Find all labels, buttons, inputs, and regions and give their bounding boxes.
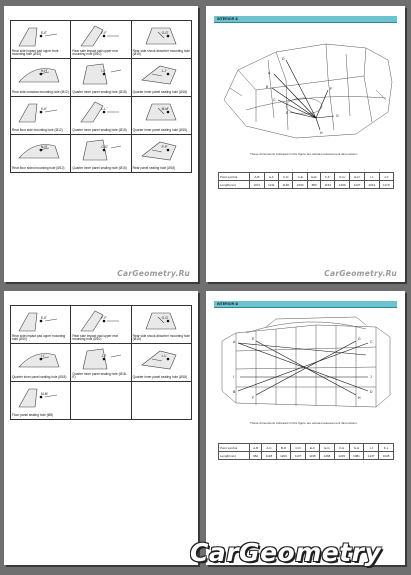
hole-sketch bbox=[136, 309, 188, 333]
hole-sketch bbox=[15, 24, 67, 48]
hole-cell bbox=[132, 306, 192, 344]
hole-cell bbox=[11, 306, 71, 344]
svg-text:I: I bbox=[233, 375, 234, 379]
page-1 bbox=[4, 6, 198, 282]
hole-tag: I-I' bbox=[41, 354, 45, 358]
hole-caption: Rear side shock absorber mounting hole (Ø15) bbox=[132, 333, 190, 342]
measurement-note-1: These dimensions indicated in this figure are actual-measurement dimensions. bbox=[250, 152, 358, 156]
interior-2-diagram bbox=[216, 311, 396, 413]
hole-cell bbox=[71, 59, 131, 97]
length-cell: 1094 bbox=[293, 181, 308, 189]
hole-caption: Rear floor side mounting hole (Ø12) bbox=[12, 128, 63, 133]
hole-tag: F-F' bbox=[101, 31, 107, 35]
length-cell: 1137 bbox=[291, 452, 305, 460]
hole-cell bbox=[132, 135, 192, 173]
hole-caption: Quarter inner panel sealing hole (Ø18) bbox=[12, 375, 67, 380]
hole-sketch bbox=[136, 24, 188, 48]
svg-text:B: B bbox=[233, 390, 236, 394]
svg-text:J: J bbox=[370, 375, 372, 379]
svg-text:C: C bbox=[273, 98, 276, 102]
hole-sketch bbox=[75, 138, 127, 162]
hole-tag: J-J' bbox=[161, 69, 167, 73]
hole-cell bbox=[11, 59, 71, 97]
watermark-2: CarGeometry.Ru bbox=[324, 269, 397, 278]
section-header-interior-2: INTERIOR ② bbox=[214, 301, 397, 308]
hole-cell bbox=[132, 21, 192, 59]
svg-text:D: D bbox=[370, 390, 373, 394]
hole-sketch bbox=[15, 385, 67, 409]
svg-text:E: E bbox=[286, 111, 289, 115]
hole-cell bbox=[132, 382, 192, 420]
hole-cell bbox=[71, 382, 131, 420]
watermark-big: CarGeometry bbox=[190, 538, 382, 567]
svg-text:A: A bbox=[268, 71, 271, 75]
hole-caption: Rear floor sided mounting hole (Ø12) bbox=[12, 166, 65, 171]
row-label: Length(mm) bbox=[219, 181, 250, 189]
svg-text:A: A bbox=[233, 340, 236, 344]
hole-sketch bbox=[15, 347, 67, 371]
point-symbol-cell: H-H' bbox=[350, 173, 365, 181]
point-symbol-cell: C-D bbox=[279, 173, 293, 181]
page-3 bbox=[4, 291, 198, 565]
point-symbol-cell: F-F' bbox=[321, 173, 335, 181]
hole-caption: Quarter inner panel sealing hole (Ø18) bbox=[72, 90, 127, 95]
length-cell: 1148 bbox=[262, 452, 276, 460]
hole-sketch bbox=[75, 24, 127, 48]
hole-caption: Rear side impact pad upper mounting hole (Ø10) bbox=[12, 333, 66, 342]
svg-text:F: F bbox=[330, 87, 333, 91]
hole-sketch bbox=[15, 62, 67, 86]
length-cell: 1170 bbox=[379, 181, 393, 189]
svg-text:G: G bbox=[358, 337, 361, 341]
hole-cell bbox=[132, 344, 192, 382]
length-cell: 1071 bbox=[250, 181, 265, 189]
point-symbol-cell: G-G' bbox=[335, 173, 350, 181]
point-symbol-cell: E-G bbox=[320, 444, 335, 452]
hole-cell bbox=[71, 21, 131, 59]
hole-tag: G-G' bbox=[161, 316, 169, 320]
hole-cell bbox=[11, 344, 71, 382]
hole-tag: M-M' bbox=[161, 107, 169, 111]
length-cell: 1268 bbox=[320, 452, 335, 460]
point-symbol-cell: F-H bbox=[334, 444, 349, 452]
point-symbol-cell: K-L bbox=[379, 444, 394, 452]
point-symbol-cell: I-J bbox=[364, 444, 379, 452]
length-cell: 1045 bbox=[379, 452, 394, 460]
point-symbol-cell: I-I' bbox=[364, 173, 379, 181]
interior-1-diagram bbox=[216, 30, 396, 145]
hole-tag: E-E' bbox=[41, 31, 47, 35]
length-cell: 1237 bbox=[350, 181, 365, 189]
point-symbol-cell: E-F bbox=[305, 444, 319, 452]
length-cell: 1237 bbox=[364, 452, 379, 460]
hole-sketch bbox=[75, 62, 127, 86]
point-symbol-cell: B-D bbox=[276, 444, 291, 452]
hole-caption: Quarter inner panel sealing hole (Ø15) bbox=[132, 128, 188, 133]
hole-sketch bbox=[136, 100, 188, 124]
hole-caption: Quarter inner panel sealing hole (Ø18) bbox=[132, 90, 188, 95]
length-cell: 1211 bbox=[264, 181, 278, 189]
hole-tag: H-H' bbox=[41, 69, 48, 73]
hole-tag: I-I' bbox=[101, 69, 105, 73]
hole-tag: J-J' bbox=[101, 354, 107, 358]
hole-tag: G-G' bbox=[161, 31, 169, 35]
section-header-interior-1: INTERIOR ① bbox=[214, 16, 397, 23]
hole-cell bbox=[71, 344, 131, 382]
length-cell: 1013 bbox=[364, 181, 379, 189]
hole-caption: Floor panel sealing hole (Ø8) bbox=[12, 413, 54, 418]
length-cell: 1154 bbox=[321, 181, 335, 189]
hole-cell bbox=[132, 59, 192, 97]
hole-sketch bbox=[15, 309, 67, 333]
hole-sketch bbox=[136, 138, 188, 162]
hole-tag: E-E' bbox=[41, 316, 47, 320]
hole-tag: O-O' bbox=[101, 145, 108, 149]
point-symbol-cell: C-D bbox=[291, 444, 305, 452]
length-cell: 1081 bbox=[349, 452, 364, 460]
row-label: Point symbol bbox=[219, 173, 250, 181]
page-2 bbox=[206, 6, 405, 282]
point-symbol-cell: G-H bbox=[349, 444, 364, 452]
hole-caption: Rear side impact pad upper front mounting hole (Ø10) bbox=[12, 48, 59, 57]
hole-grid-2 bbox=[10, 305, 192, 420]
hole-caption: Quarter inner panel sealing hole (Ø18-K) bbox=[72, 371, 127, 380]
hole-grid-1 bbox=[10, 20, 192, 173]
point-symbol-cell: A-F bbox=[264, 173, 278, 181]
hole-sketch bbox=[75, 347, 127, 371]
svg-text:E: E bbox=[252, 337, 255, 341]
hole-sketch bbox=[15, 100, 67, 124]
length-cell: 962 bbox=[250, 452, 262, 460]
hole-sketch bbox=[75, 309, 127, 333]
hole-tag: F-F' bbox=[101, 316, 107, 320]
page-4 bbox=[206, 291, 405, 565]
measurement-note-2: These dimensions indicated in this figure are actual-measurement dimensions. bbox=[250, 421, 358, 425]
svg-text:G: G bbox=[336, 114, 339, 118]
hole-caption: Quarter inner panel sealing hole (Ø18) bbox=[132, 375, 188, 380]
hole-cell bbox=[11, 382, 71, 420]
hole-tag: M-M' bbox=[41, 392, 48, 396]
svg-text:H: H bbox=[358, 396, 361, 400]
hole-cell bbox=[132, 97, 192, 135]
hole-caption: Rear side shock absorber mounting hole (Ø15) bbox=[132, 48, 190, 57]
hole-tag: P-P' bbox=[161, 145, 168, 149]
length-cell: 1195 bbox=[305, 452, 319, 460]
hole-cell bbox=[11, 21, 71, 59]
hole-caption: Quarter inner panel sealing hole (Ø15) bbox=[72, 128, 127, 133]
hole-tag: N-N' bbox=[41, 145, 48, 149]
length-cell: 1148 bbox=[279, 181, 293, 189]
hole-tag: L-L' bbox=[161, 354, 167, 358]
hole-cell bbox=[71, 135, 131, 173]
hole-tag: L-L' bbox=[101, 107, 107, 111]
length-cell: 1233 bbox=[334, 452, 349, 460]
point-symbol-cell: A-B bbox=[250, 444, 262, 452]
hole-cell bbox=[71, 306, 131, 344]
length-cell: 1203 bbox=[276, 452, 291, 460]
length-cell: 1206 bbox=[335, 181, 350, 189]
length-table-1 bbox=[218, 172, 394, 189]
point-symbol-cell: C-E bbox=[293, 173, 308, 181]
hole-caption: Rear side impact pad upper rear mounting hole (Ø10) bbox=[72, 48, 119, 57]
hole-sketch bbox=[136, 62, 188, 86]
svg-text:H: H bbox=[320, 131, 323, 135]
watermark-1: CarGeometry.Ru bbox=[117, 269, 190, 278]
svg-text:B: B bbox=[266, 85, 269, 89]
row-label: Length(mm) bbox=[219, 452, 250, 460]
hole-sketch bbox=[136, 347, 188, 371]
hole-sketch bbox=[15, 138, 67, 162]
point-symbol-cell: A-B bbox=[250, 173, 265, 181]
length-cell: 883 bbox=[308, 181, 321, 189]
length-table-2 bbox=[218, 443, 394, 460]
hole-cell bbox=[11, 135, 71, 173]
hole-cell bbox=[11, 97, 71, 135]
row-label: Point symbol bbox=[219, 444, 250, 452]
point-symbol-cell: J-J' bbox=[379, 173, 393, 181]
hole-cell bbox=[71, 97, 131, 135]
svg-text:F: F bbox=[252, 396, 255, 400]
hole-sketch bbox=[75, 100, 127, 124]
hole-tag: K-K' bbox=[41, 107, 47, 111]
hole-caption: Rear side crossbar mounting hole (Ø12) bbox=[12, 90, 69, 95]
hole-caption: Quarter inner panel sealing hole (Ø15) bbox=[72, 166, 127, 171]
point-symbol-cell: E-E' bbox=[308, 173, 321, 181]
hole-caption: Rear panel sealing hole (Ø15) bbox=[132, 166, 176, 171]
svg-text:C: C bbox=[370, 340, 373, 344]
point-symbol-cell: A-C bbox=[262, 444, 276, 452]
svg-text:D: D bbox=[282, 57, 285, 61]
hole-caption: Rear side impact pad upper rear mounting hole (Ø10) bbox=[72, 333, 119, 342]
